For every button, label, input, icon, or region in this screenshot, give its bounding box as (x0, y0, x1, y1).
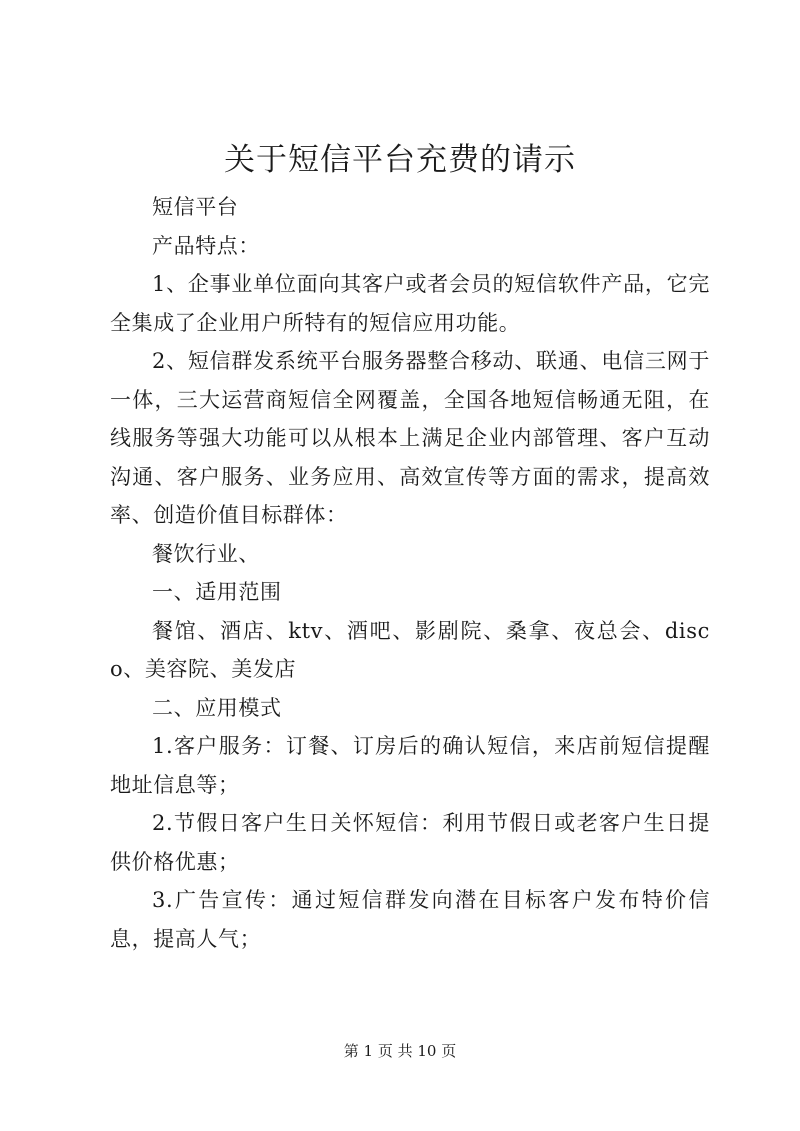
paragraph: 二、应用模式 (152, 695, 282, 720)
paragraph: 3.广告宣传：通过短信群发向潜在目标客户发布特价信息，提高人气； (110, 888, 710, 951)
document-title: 关于短信平台充费的请示 (224, 142, 576, 178)
paragraph: 1.客户服务：订餐、订房后的确认短信，来店前短信提醒地址信息等； (110, 734, 710, 797)
paragraph: 餐馆、酒店、ktv、酒吧、影剧院、桑拿、夜总会、disco、美容院、美发店 (110, 618, 710, 681)
document-body (110, 188, 710, 958)
paragraph: 1、企事业单位面向其客户或者会员的短信软件产品，它完全集成了企业用户所特有的短信应用功能。 (110, 272, 710, 335)
paragraph: 餐饮行业、 (152, 541, 260, 566)
page-footer (0, 1041, 800, 1061)
paragraph: 2.节假日客户生日关怀短信：利用节假日或老客户生日提供价格优惠； (110, 811, 710, 874)
paragraph: 产品特点： (152, 233, 260, 258)
paragraph: 2、短信群发系统平台服务器整合移动、联通、电信三网于一体，三大运营商短信全网覆盖，全国各地短信畅通无阻，在线服务等强大功能可以从根本上满足企业内部管理、客户互动沟通、客户服务、业务应用、高效宣传等方面的需求，提高效率、创造价值目标群体： (110, 349, 710, 527)
paragraph: 一、适用范围 (152, 580, 282, 604)
page-number-label: 第 1 页 共 10 页 (343, 1042, 457, 1060)
paragraph: 短信平台 (152, 195, 239, 219)
